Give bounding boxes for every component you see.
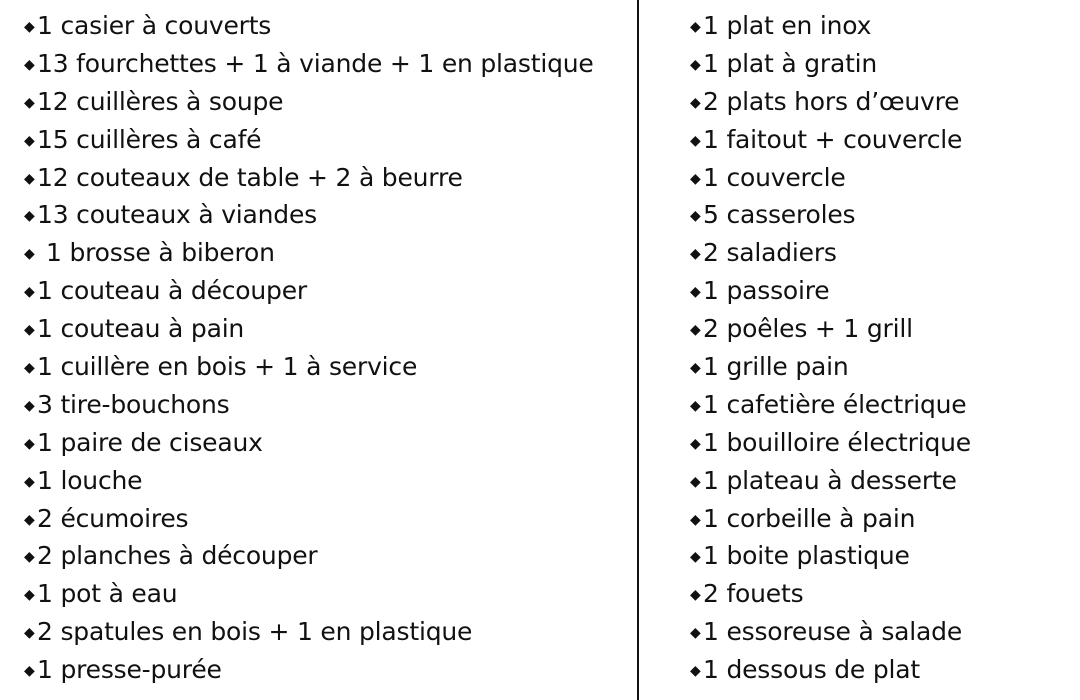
item-text: 1 plateau à desserte	[703, 465, 957, 495]
diamond-bullet-icon: ◆	[690, 284, 701, 301]
diamond-bullet-icon: ◆	[690, 170, 701, 187]
list-item	[24, 462, 624, 500]
diamond-bullet-icon: ◆	[24, 94, 35, 111]
item-text: 15 cuillères à café	[37, 124, 262, 154]
diamond-bullet-icon: ◆	[690, 549, 701, 566]
diamond-bullet-icon: ◆	[24, 435, 35, 452]
diamond-bullet-icon: ◆	[24, 170, 35, 187]
item-text: 1 pot à eau	[37, 579, 178, 609]
list-item	[690, 424, 1070, 462]
list-item	[24, 613, 624, 651]
item-text: 13 fourchettes + 1 à viande + 1 en plastique	[37, 48, 594, 78]
item-text: 5 casseroles	[703, 200, 856, 230]
list-item	[24, 575, 624, 613]
diamond-bullet-icon: ◆	[690, 435, 701, 452]
list-item	[690, 348, 1070, 386]
diamond-bullet-icon: ◆	[24, 549, 35, 566]
list-item	[24, 7, 624, 45]
item-text: 1 plat à gratin	[703, 48, 878, 78]
list-item	[690, 537, 1070, 575]
diamond-bullet-icon: ◆	[24, 360, 35, 377]
diamond-bullet-icon: ◆	[690, 56, 701, 73]
diamond-bullet-icon: ◆	[24, 587, 35, 604]
diamond-bullet-icon: ◆	[690, 132, 701, 149]
item-text: 2 spatules en bois + 1 en plastique	[37, 617, 473, 647]
item-text: 1 grille pain	[703, 352, 849, 382]
diamond-bullet-icon: ◆	[24, 246, 35, 263]
item-text: 1 boite plastique	[703, 541, 910, 571]
list-item	[690, 386, 1070, 424]
right-inventory-list	[690, 0, 1070, 689]
list-item	[24, 272, 624, 310]
list-item	[24, 651, 624, 689]
item-text: 1 couteau à découper	[37, 276, 307, 306]
item-text: 1 cafetière électrique	[703, 389, 967, 419]
item-text: 1 presse-purée	[37, 655, 222, 685]
list-item	[24, 83, 624, 121]
diamond-bullet-icon: ◆	[690, 94, 701, 111]
list-item	[24, 348, 624, 386]
list-item	[24, 537, 624, 575]
item-text: 1 faitout + couvercle	[703, 124, 963, 154]
list-item	[690, 45, 1070, 83]
item-text: 1 paire de ciseaux	[37, 427, 263, 457]
diamond-bullet-icon: ◆	[690, 19, 701, 35]
list-item	[24, 424, 624, 462]
list-item	[24, 45, 624, 83]
diamond-bullet-icon: ◆	[690, 511, 701, 528]
item-text: 1 cuillère en bois + 1 à service	[37, 352, 418, 382]
item-text: 2 poêles + 1 grill	[703, 314, 913, 344]
list-item	[690, 310, 1070, 348]
list-item	[24, 500, 624, 538]
list-item	[690, 500, 1070, 538]
list-item	[690, 651, 1070, 689]
diamond-bullet-icon: ◆	[24, 132, 35, 149]
list-item	[24, 196, 624, 234]
list-item	[24, 159, 624, 197]
column-divider	[637, 0, 639, 700]
item-text: 2 planches à découper	[37, 541, 318, 571]
item-text: 1 plat en inox	[703, 11, 872, 40]
diamond-bullet-icon: ◆	[24, 473, 35, 490]
diamond-bullet-icon: ◆	[690, 587, 701, 604]
item-text: 1 corbeille à pain	[703, 503, 916, 533]
item-text: 1 brosse à biberon	[46, 238, 275, 268]
diamond-bullet-icon: ◆	[690, 246, 701, 263]
diamond-bullet-icon: ◆	[24, 397, 35, 414]
diamond-bullet-icon: ◆	[690, 473, 701, 490]
list-item	[24, 386, 624, 424]
item-text: 12 couteaux de table + 2 à beurre	[37, 162, 463, 192]
item-text: 1 passoire	[703, 276, 830, 306]
list-item	[690, 272, 1070, 310]
list-item	[24, 121, 624, 159]
item-text: 2 écumoires	[37, 503, 189, 533]
list-item	[690, 462, 1070, 500]
item-text: 3 tire-bouchons	[37, 389, 230, 419]
item-text: 1 couvercle	[703, 162, 846, 192]
list-item	[690, 234, 1070, 272]
diamond-bullet-icon: ◆	[690, 397, 701, 414]
list-item	[690, 613, 1070, 651]
left-inventory-list	[24, 0, 624, 689]
item-text: 1 essoreuse à salade	[703, 617, 963, 647]
item-text: 1 couteau à pain	[37, 314, 245, 344]
item-text: 2 plats hors d’œuvre	[703, 86, 960, 116]
item-text: 1 casier à couverts	[37, 11, 272, 40]
list-item	[690, 159, 1070, 197]
item-text: 12 cuillères à soupe	[37, 86, 284, 116]
list-item	[690, 575, 1070, 613]
item-text: 1 bouilloire électrique	[703, 427, 971, 457]
diamond-bullet-icon: ◆	[24, 284, 35, 301]
diamond-bullet-icon: ◆	[24, 322, 35, 339]
item-text: 1 dessous de plat	[703, 655, 920, 685]
diamond-bullet-icon: ◆	[690, 663, 701, 680]
list-item	[690, 196, 1070, 234]
diamond-bullet-icon: ◆	[690, 360, 701, 377]
item-text: 1 louche	[37, 465, 143, 495]
diamond-bullet-icon: ◆	[24, 56, 35, 73]
item-text: 2 saladiers	[703, 238, 837, 268]
diamond-bullet-icon: ◆	[24, 511, 35, 528]
list-item	[24, 234, 624, 272]
diamond-bullet-icon: ◆	[690, 208, 701, 225]
diamond-bullet-icon: ◆	[24, 663, 35, 680]
diamond-bullet-icon: ◆	[690, 625, 701, 642]
diamond-bullet-icon: ◆	[24, 625, 35, 642]
item-text: 2 fouets	[703, 579, 804, 609]
list-item	[690, 7, 1070, 45]
list-item	[24, 310, 624, 348]
list-item	[690, 83, 1070, 121]
diamond-bullet-icon: ◆	[24, 19, 35, 35]
diamond-bullet-icon: ◆	[24, 208, 35, 225]
list-item	[690, 121, 1070, 159]
diamond-bullet-icon: ◆	[690, 322, 701, 339]
item-text: 13 couteaux à viandes	[37, 200, 317, 230]
